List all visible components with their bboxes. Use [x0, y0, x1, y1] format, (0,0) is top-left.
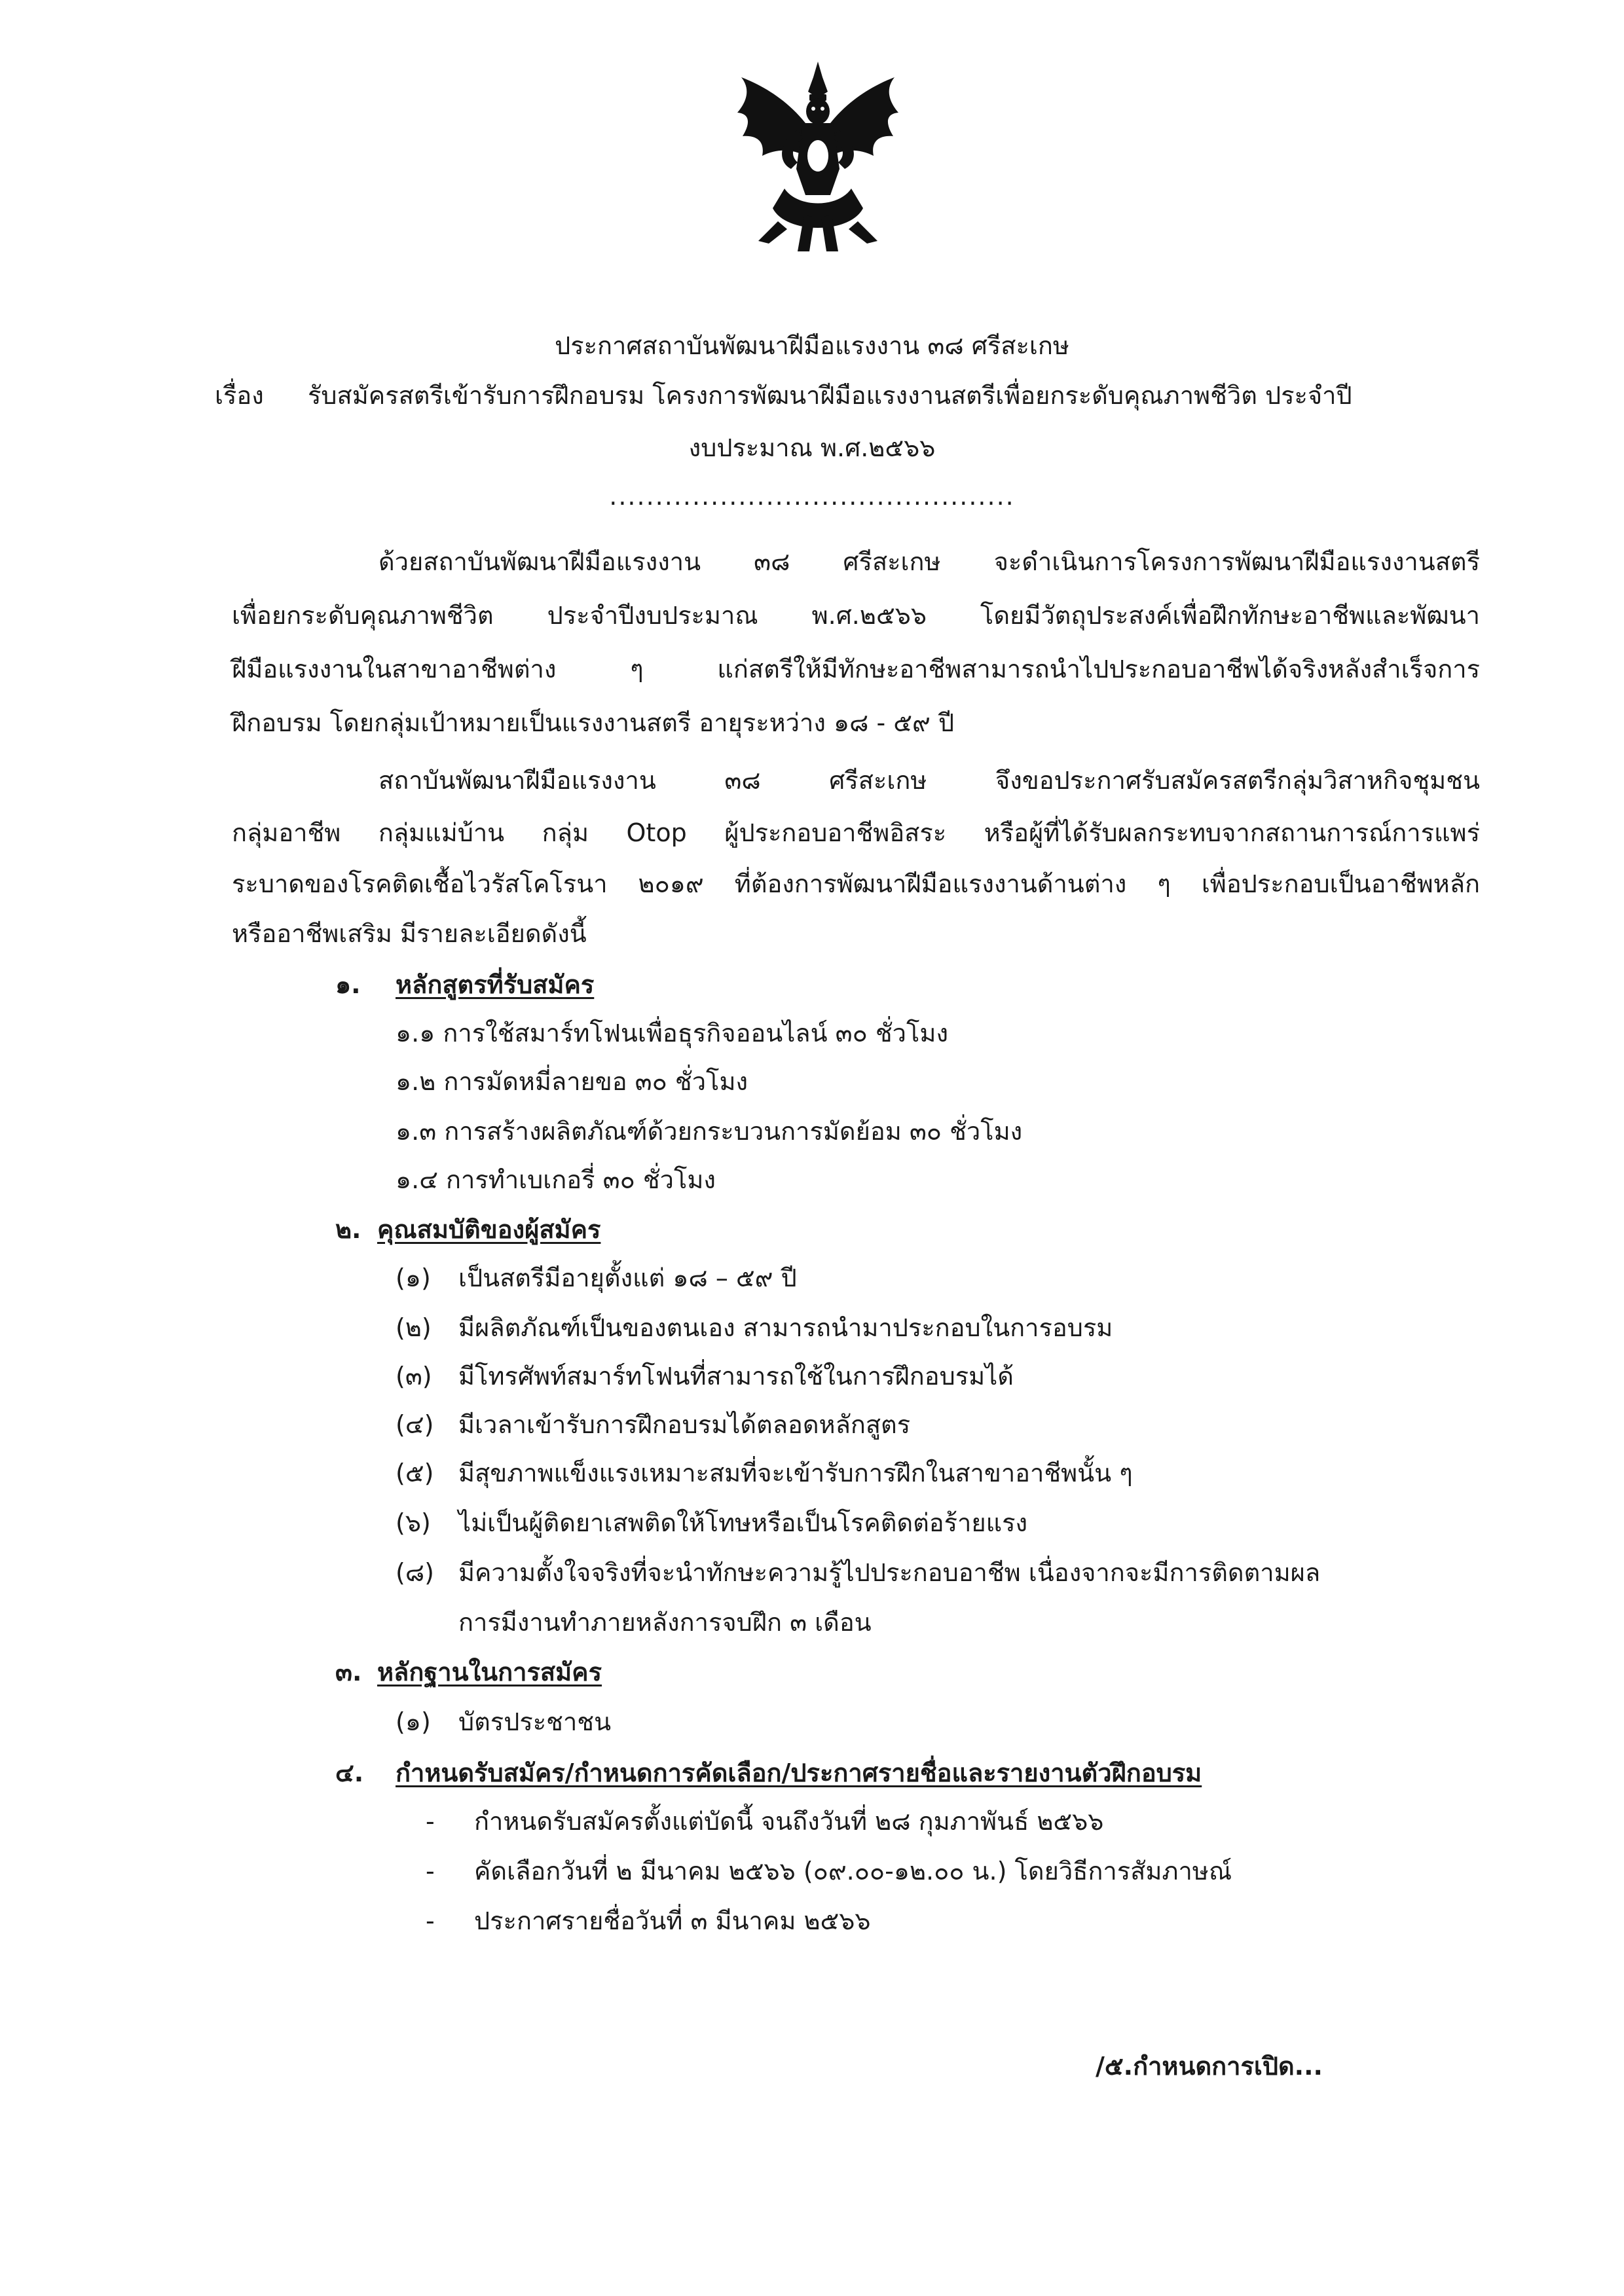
qualification-text: มีผลิตภัณฑ์เป็นของตนเอง สามารถนำมาประกอบในการอบรม	[458, 1313, 1113, 1342]
intro-p1-line: ฝีมือแรงงานในสาขาอาชีพต่าง ๆ แก่สตรีให้มีทักษะอาชีพสามารถนำไปประกอบอาชีพได้จริงหลังสำเร็จการ	[232, 655, 1480, 683]
schedule-bullet: -	[426, 1807, 435, 1836]
course-item: ๑.๒ การมัดหมี่ลายขอ ๓๐ ชั่วโมง	[396, 1067, 748, 1096]
qualification-number: (๕)	[396, 1459, 434, 1487]
heading-separator: ............................................	[609, 482, 1015, 511]
qualification-text: มีโทรศัพท์สมาร์ทโฟนที่สามารถใช้ในการฝึกอบรมได้	[458, 1362, 1014, 1391]
intro-p1-line: ด้วยสถาบันพัฒนาฝีมือแรงงาน ๓๘ ศรีสะเกษ จะดำเนินการโครงการพัฒนาฝีมือแรงงานสตรี	[378, 547, 1480, 576]
continued-marker: /๕.กำหนดการเปิด...	[1096, 2052, 1323, 2081]
qualification-text: เป็นสตรีมีอายุตั้งแต่ ๑๘ – ๕๙ ปี	[458, 1264, 797, 1292]
qualification-number: (๘)	[396, 1558, 434, 1587]
qualification-number: (๒)	[396, 1313, 432, 1342]
section3-number: ๓.	[335, 1658, 362, 1686]
budget-year-line: งบประมาณ พ.ศ.๒๕๖๖	[688, 433, 936, 462]
qualification-continuation: การมีงานทำภายหลังการจบฝึก ๓ เดือน	[458, 1608, 872, 1637]
intro-p2-line: กลุ่มอาชีพ กลุ่มแม่บ้าน กลุ่ม Otop ผู้ประกอบอาชีพอิสระ หรือผู้ที่ได้รับผลกระทบจากสถานการณ์การแพร่	[232, 818, 1480, 847]
course-item: ๑.๓ การสร้างผลิตภัณฑ์ด้วยกระบวนการมัดย้อม ๓๐ ชั่วโมง	[396, 1117, 1023, 1146]
qualification-text: มีเวลาเข้ารับการฝึกอบรมได้ตลอดหลักสูตร	[458, 1410, 911, 1439]
course-item: ๑.๔ การทำเบเกอรี่ ๓๐ ชั่วโมง	[396, 1165, 716, 1194]
intro-p2-line: หรืออาชีพเสริม มีรายละเอียดดังนี้	[232, 919, 587, 948]
qualification-text: มีความตั้งใจจริงที่จะนำทักษะความรู้ไปประกอบอาชีพ เนื่องจากจะมีการติดตามผล	[458, 1558, 1321, 1587]
intro-p2-line: ระบาดของโรคติดเชื้อไวรัสโคโรนา ๒๐๑๙ ที่ต้องการพัฒนาฝีมือแรงงานด้านต่าง ๆ เพื่อประกอบเป็นอาชีพหลัก	[232, 869, 1480, 898]
section2-title: คุณสมบัติของผู้สมัคร	[377, 1215, 601, 1244]
qualification-number: (๓)	[396, 1362, 432, 1391]
schedule-item: ประกาศรายชื่อวันที่ ๓ มีนาคม ๒๕๖๖	[474, 1906, 871, 1935]
qualification-text: ไม่เป็นผู้ติดยาเสพติดให้โทษหรือเป็นโรคติดต่อร้ายแรง	[458, 1508, 1028, 1537]
evidence-text: บัตรประชาชน	[458, 1707, 612, 1736]
schedule-item: คัดเลือกวันที่ ๒ มีนาคม ๒๕๖๖ (๐๙.๐๐-๑๒.๐๐ น.) โดยวิธีการสัมภาษณ์	[474, 1857, 1232, 1886]
section1-number: ๑.	[335, 970, 361, 999]
qualification-number: (๔)	[396, 1410, 434, 1439]
intro-p2-line: สถาบันพัฒนาฝีมือแรงงาน ๓๘ ศรีสะเกษ จึงขอประกาศรับสมัครสตรีกลุ่มวิสาหกิจชุมชน	[378, 766, 1480, 795]
section2-number: ๒.	[335, 1215, 361, 1244]
section3-title: หลักฐานในการสมัคร	[377, 1658, 602, 1686]
schedule-item: กำหนดรับสมัครตั้งแต่บัดนี้ จนถึงวันที่ ๒๘ กุมภาพันธ์ ๒๕๖๖	[474, 1807, 1104, 1836]
garuda-emblem-icon	[732, 58, 904, 254]
subject-label: เรื่อง	[215, 381, 264, 410]
intro-p1-line: เพื่อยกระดับคุณภาพชีวิต ประจำปีงบประมาณ พ.ศ.๒๕๖๖ โดยมีวัตถุประสงค์เพื่อฝึกทักษะอาชีพและพัฒนา	[232, 601, 1480, 630]
qualification-number: (๖)	[396, 1508, 431, 1537]
intro-p1-line: ฝึกอบรม โดยกลุ่มเป้าหมายเป็นแรงงานสตรี อายุระหว่าง ๑๘ - ๕๙ ปี	[232, 708, 955, 737]
section4-number: ๔.	[335, 1758, 364, 1787]
section1-title: หลักสูตรที่รับสมัคร	[396, 970, 595, 999]
section4-title: กำหนดรับสมัคร/กำหนดการคัดเลือก/ประกาศรายชื่อและรายงานตัวฝึกอบรม	[396, 1758, 1202, 1787]
evidence-number: (๑)	[396, 1707, 431, 1736]
announcement-heading: ประกาศสถาบันพัฒนาฝีมือแรงงาน ๓๘ ศรีสะเกษ	[555, 331, 1069, 360]
schedule-bullet: -	[426, 1857, 435, 1886]
qualification-text: มีสุขภาพแข็งแรงเหมาะสมที่จะเข้ารับการฝึกในสาขาอาชีพนั้น ๆ	[458, 1459, 1133, 1487]
qualification-number: (๑)	[396, 1264, 431, 1292]
course-item: ๑.๑ การใช้สมาร์ทโฟนเพื่อธุรกิจออนไลน์ ๓๐ ชั่วโมง	[396, 1019, 949, 1048]
schedule-bullet: -	[426, 1906, 435, 1935]
subject-text: รับสมัครสตรีเข้ารับการฝึกอบรม โครงการพัฒนาฝีมือแรงงานสตรีเพื่อยกระดับคุณภาพชีวิต ประจำปี	[308, 381, 1352, 410]
